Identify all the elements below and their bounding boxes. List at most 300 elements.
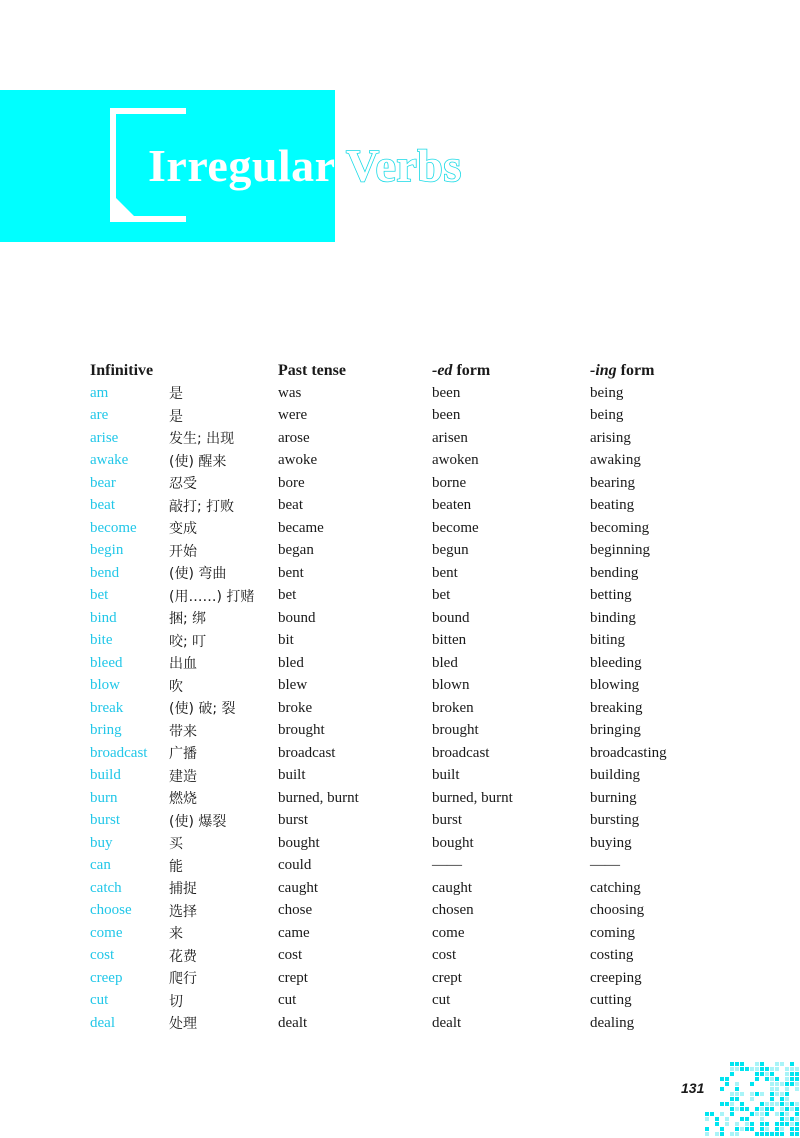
pixel-square bbox=[705, 1117, 709, 1121]
verb-cell: bet bbox=[90, 587, 109, 604]
pixel-square bbox=[740, 1102, 744, 1106]
past-tense-cell: cut bbox=[278, 992, 297, 1009]
pixel-square bbox=[715, 1117, 719, 1121]
page-number: 131 bbox=[681, 1080, 705, 1096]
pixel-square bbox=[735, 1107, 739, 1111]
table-row bbox=[90, 697, 710, 720]
meaning-cell: 发生; 出现 bbox=[169, 431, 235, 448]
meaning-cell: 敲打; 打败 bbox=[169, 498, 235, 515]
meaning-cell: 是 bbox=[169, 408, 183, 425]
pixel-square bbox=[775, 1092, 779, 1096]
pixel-square bbox=[785, 1112, 789, 1116]
pixel-square bbox=[750, 1097, 754, 1101]
ing-form-cell: arising bbox=[590, 429, 631, 446]
pixel-square bbox=[740, 1127, 744, 1131]
meaning-cell: 建造 bbox=[169, 768, 197, 785]
table-row bbox=[90, 427, 710, 450]
ing-form-cell: bleeding bbox=[590, 654, 642, 671]
ed-form-cell: been bbox=[432, 407, 461, 424]
header-ing-form bbox=[590, 360, 710, 382]
meaning-cell: 买 bbox=[169, 836, 183, 853]
pixel-square bbox=[770, 1092, 774, 1096]
table-row bbox=[90, 495, 710, 518]
pixel-square bbox=[775, 1087, 779, 1091]
ing-form-cell: choosing bbox=[590, 902, 645, 919]
past-tense-cell: bent bbox=[278, 564, 304, 581]
table-row bbox=[90, 990, 710, 1013]
pixel-square bbox=[775, 1132, 779, 1136]
pixel-square bbox=[760, 1107, 764, 1111]
pixel-square bbox=[765, 1112, 769, 1116]
pixel-square bbox=[755, 1112, 759, 1116]
verb-cell: deal bbox=[90, 1014, 115, 1031]
pixel-square bbox=[725, 1122, 729, 1126]
pixel-square bbox=[785, 1072, 789, 1076]
title-bracket-notch bbox=[110, 192, 134, 216]
meaning-cell: 燃烧 bbox=[169, 791, 197, 808]
verb-cell: cut bbox=[90, 992, 109, 1009]
verb-cell: burn bbox=[90, 789, 118, 806]
past-tense-cell: became bbox=[278, 519, 324, 536]
past-tense-cell: burned, burnt bbox=[278, 789, 359, 806]
verb-cell: build bbox=[90, 767, 121, 784]
pixel-square bbox=[785, 1087, 789, 1091]
pixel-square bbox=[780, 1117, 784, 1121]
pixel-square bbox=[730, 1067, 734, 1071]
past-tense-cell: blew bbox=[278, 677, 308, 694]
ing-form-cell: blowing bbox=[590, 677, 640, 694]
pixel-square bbox=[720, 1077, 724, 1081]
pixel-square bbox=[720, 1127, 724, 1131]
pixel-square bbox=[795, 1132, 799, 1136]
verb-cell: bend bbox=[90, 564, 120, 581]
pixel-square bbox=[790, 1107, 794, 1111]
meaning-cell: 捆; 绑 bbox=[169, 611, 207, 628]
pixel-square bbox=[790, 1062, 794, 1066]
verb-cell: creep bbox=[90, 969, 123, 986]
pixel-square bbox=[785, 1107, 789, 1111]
pixel-square bbox=[770, 1107, 774, 1111]
ed-form-cell: borne bbox=[432, 474, 467, 491]
meaning-cell: 变成 bbox=[169, 521, 197, 538]
verb-cell: come bbox=[90, 924, 123, 941]
ing-form-cell: catching bbox=[590, 879, 641, 896]
pixel-square bbox=[775, 1067, 779, 1071]
meaning-cell: 处理 bbox=[169, 1016, 197, 1033]
pixel-square bbox=[795, 1117, 799, 1121]
ing-form-cell: —— bbox=[590, 857, 620, 874]
pixel-square bbox=[770, 1072, 774, 1076]
pixel-square bbox=[775, 1122, 779, 1126]
pixel-square bbox=[760, 1127, 764, 1131]
table-row bbox=[90, 607, 710, 630]
meaning-cell: 是 bbox=[169, 386, 183, 403]
past-tense-cell: awoke bbox=[278, 452, 318, 469]
pixel-square bbox=[780, 1097, 784, 1101]
pixel-square bbox=[795, 1082, 799, 1086]
ing-form-cell: binding bbox=[590, 609, 636, 626]
pixel-square bbox=[750, 1112, 754, 1116]
pixel-square bbox=[770, 1087, 774, 1091]
pixel-square bbox=[765, 1067, 769, 1071]
pixel-square bbox=[750, 1067, 754, 1071]
irregular-verbs-table bbox=[90, 360, 710, 1035]
verb-cell: cost bbox=[90, 947, 115, 964]
pixel-square bbox=[795, 1102, 799, 1106]
pixel-square bbox=[740, 1062, 744, 1066]
ing-form-cell: creeping bbox=[590, 969, 642, 986]
past-tense-cell: cost bbox=[278, 947, 303, 964]
header-ing-prefix: -ing bbox=[590, 362, 617, 379]
pixel-square bbox=[725, 1082, 729, 1086]
past-tense-cell: bet bbox=[278, 587, 297, 604]
pixel-square bbox=[790, 1132, 794, 1136]
pixel-square bbox=[730, 1092, 734, 1096]
pixel-square bbox=[770, 1067, 774, 1071]
meaning-cell: 花费 bbox=[169, 948, 197, 965]
past-tense-cell: bled bbox=[278, 654, 304, 671]
ed-form-cell: cut bbox=[432, 992, 451, 1009]
past-tense-cell: bit bbox=[278, 632, 294, 649]
past-tense-cell: broadcast bbox=[278, 744, 336, 761]
ed-form-cell: beaten bbox=[432, 497, 472, 514]
pixel-square bbox=[785, 1117, 789, 1121]
verb-cell: burst bbox=[90, 812, 120, 829]
pixel-square bbox=[765, 1127, 769, 1131]
meaning-cell: 捕捉 bbox=[169, 881, 197, 898]
pixel-square bbox=[760, 1072, 764, 1076]
pixel-square bbox=[780, 1107, 784, 1111]
ing-form-cell: coming bbox=[590, 924, 635, 941]
table-row bbox=[90, 877, 710, 900]
header-past-tense: Past tense bbox=[278, 362, 346, 379]
pixel-square bbox=[735, 1082, 739, 1086]
ing-form-cell: biting bbox=[590, 632, 626, 649]
pixel-square bbox=[730, 1132, 734, 1136]
ed-form-cell: been bbox=[432, 384, 461, 401]
ed-form-cell: broadcast bbox=[432, 744, 490, 761]
pixel-square bbox=[770, 1132, 774, 1136]
ed-form-cell: built bbox=[432, 767, 460, 784]
pixel-square bbox=[730, 1112, 734, 1116]
verb-cell: am bbox=[90, 384, 109, 401]
table-row bbox=[90, 585, 710, 608]
pixel-square bbox=[795, 1087, 799, 1091]
ing-form-cell: becoming bbox=[590, 519, 650, 536]
pixel-square bbox=[790, 1077, 794, 1081]
pixel-square bbox=[765, 1132, 769, 1136]
table-header-row bbox=[90, 360, 710, 382]
pixel-square bbox=[775, 1127, 779, 1131]
ed-form-cell: come bbox=[432, 924, 465, 941]
table-row bbox=[90, 720, 710, 743]
past-tense-cell: chose bbox=[278, 902, 313, 919]
verb-cell: break bbox=[90, 699, 124, 716]
ing-form-cell: being bbox=[590, 407, 624, 424]
pixel-square bbox=[735, 1092, 739, 1096]
pixel-square bbox=[760, 1122, 764, 1126]
table-row bbox=[90, 922, 710, 945]
past-tense-cell: began bbox=[278, 542, 314, 559]
pixel-square bbox=[745, 1117, 749, 1121]
pixel-square bbox=[735, 1132, 739, 1136]
pixel-square bbox=[705, 1112, 709, 1116]
pixel-square bbox=[780, 1082, 784, 1086]
pixel-square bbox=[775, 1062, 779, 1066]
pixel-square bbox=[705, 1127, 709, 1131]
table-row bbox=[90, 517, 710, 540]
pixel-square bbox=[745, 1067, 749, 1071]
table-row bbox=[90, 945, 710, 968]
ing-form-cell: bringing bbox=[590, 722, 641, 739]
ed-form-cell: —— bbox=[432, 857, 462, 874]
ing-form-cell: bursting bbox=[590, 812, 640, 829]
pixel-square bbox=[755, 1072, 759, 1076]
pixel-square bbox=[705, 1132, 709, 1136]
pixel-square bbox=[755, 1107, 759, 1111]
header-infinitive: Infinitive bbox=[90, 362, 154, 379]
ing-form-cell: cutting bbox=[590, 992, 632, 1009]
pixel-square bbox=[725, 1077, 729, 1081]
pixel-square bbox=[720, 1112, 724, 1116]
table-row bbox=[90, 810, 710, 833]
pixel-square bbox=[735, 1122, 739, 1126]
pixel-square bbox=[795, 1072, 799, 1076]
pixel-square bbox=[715, 1132, 719, 1136]
verb-cell: choose bbox=[90, 902, 132, 919]
ed-form-cell: caught bbox=[432, 879, 472, 896]
verb-cell: arise bbox=[90, 429, 119, 446]
pixel-square bbox=[795, 1112, 799, 1116]
table-row bbox=[90, 967, 710, 990]
verb-cell: begin bbox=[90, 542, 124, 559]
meaning-cell: 忍受 bbox=[169, 476, 197, 493]
pixel-square bbox=[770, 1102, 774, 1106]
pixel-square bbox=[730, 1102, 734, 1106]
pixel-square bbox=[780, 1112, 784, 1116]
ing-form-cell: buying bbox=[590, 834, 632, 851]
pixel-square bbox=[735, 1097, 739, 1101]
pixel-square bbox=[765, 1102, 769, 1106]
ing-form-cell: betting bbox=[590, 587, 632, 604]
table-row bbox=[90, 405, 710, 428]
ed-form-cell: bought bbox=[432, 834, 474, 851]
pixel-square bbox=[730, 1107, 734, 1111]
pixel-square bbox=[735, 1067, 739, 1071]
pixel-square bbox=[795, 1077, 799, 1081]
pixel-square bbox=[770, 1082, 774, 1086]
ing-form-cell: breaking bbox=[590, 699, 643, 716]
pixel-square bbox=[765, 1122, 769, 1126]
pixel-square bbox=[755, 1062, 759, 1066]
past-tense-cell: caught bbox=[278, 879, 318, 896]
ing-form-cell: building bbox=[590, 767, 641, 784]
meaning-cell: 能 bbox=[169, 858, 183, 875]
table-row bbox=[90, 382, 710, 405]
pixel-square bbox=[725, 1117, 729, 1121]
pixel-square bbox=[770, 1077, 774, 1081]
meaning-cell: (使) 醒来 bbox=[169, 453, 227, 470]
ing-form-cell: being bbox=[590, 384, 624, 401]
table-row bbox=[90, 900, 710, 923]
pixel-square bbox=[740, 1092, 744, 1096]
pixel-square bbox=[750, 1127, 754, 1131]
pixel-square bbox=[750, 1122, 754, 1126]
pixel-square bbox=[780, 1102, 784, 1106]
pixel-square bbox=[730, 1062, 734, 1066]
past-tense-cell: crept bbox=[278, 969, 308, 986]
pixel-square bbox=[785, 1122, 789, 1126]
pixel-square bbox=[790, 1122, 794, 1126]
verb-cell: bring bbox=[90, 722, 122, 739]
pixel-square bbox=[775, 1102, 779, 1106]
meaning-cell: (使) 破; 裂 bbox=[169, 701, 236, 718]
table-row bbox=[90, 832, 710, 855]
pixel-square bbox=[710, 1112, 714, 1116]
pixel-square bbox=[795, 1107, 799, 1111]
ed-form-cell: dealt bbox=[432, 1014, 462, 1031]
header-ed-suffix: form bbox=[452, 362, 491, 379]
pixel-corner-decoration bbox=[705, 1062, 800, 1138]
pixel-square bbox=[790, 1117, 794, 1121]
past-tense-cell: brought bbox=[278, 722, 325, 739]
table-row bbox=[90, 765, 710, 788]
meaning-cell: (使) 弯曲 bbox=[169, 566, 227, 583]
ed-form-cell: blown bbox=[432, 677, 470, 694]
past-tense-cell: bound bbox=[278, 609, 316, 626]
table-row bbox=[90, 787, 710, 810]
ed-form-cell: burst bbox=[432, 812, 462, 829]
pixel-square bbox=[760, 1112, 764, 1116]
pixel-square bbox=[775, 1112, 779, 1116]
ed-form-cell: bent bbox=[432, 564, 458, 581]
header-ed-form bbox=[432, 360, 590, 382]
pixel-square bbox=[790, 1127, 794, 1131]
verb-cell: buy bbox=[90, 834, 113, 851]
ed-form-cell: bled bbox=[432, 654, 458, 671]
table-row bbox=[90, 562, 710, 585]
pixel-square bbox=[785, 1092, 789, 1096]
meaning-cell: (用……) 打赌 bbox=[169, 588, 255, 605]
pixel-square bbox=[765, 1077, 769, 1081]
pixel-square bbox=[760, 1067, 764, 1071]
ed-form-cell: begun bbox=[432, 542, 469, 559]
ed-form-cell: brought bbox=[432, 722, 479, 739]
verb-cell: beat bbox=[90, 497, 115, 514]
pixel-square bbox=[760, 1062, 764, 1066]
meaning-cell: (使) 爆裂 bbox=[169, 813, 227, 830]
ing-form-cell: awaking bbox=[590, 452, 641, 469]
meaning-cell: 切 bbox=[169, 993, 183, 1010]
verb-cell: blow bbox=[90, 677, 120, 694]
pixel-square bbox=[775, 1077, 779, 1081]
past-tense-cell: arose bbox=[278, 429, 310, 446]
ing-form-cell: burning bbox=[590, 789, 637, 806]
past-tense-cell: beat bbox=[278, 497, 303, 514]
title-word-verbs: Verbs bbox=[345, 140, 462, 191]
meaning-cell: 选择 bbox=[169, 903, 197, 920]
pixel-square bbox=[795, 1067, 799, 1071]
table-row bbox=[90, 742, 710, 765]
pixel-square bbox=[795, 1127, 799, 1131]
verb-cell: bleed bbox=[90, 654, 123, 671]
pixel-square bbox=[735, 1087, 739, 1091]
ed-form-cell: bet bbox=[432, 587, 451, 604]
past-tense-cell: was bbox=[278, 384, 302, 401]
ed-form-cell: cost bbox=[432, 947, 457, 964]
verb-cell: catch bbox=[90, 879, 122, 896]
pixel-square bbox=[780, 1062, 784, 1066]
verb-cell: become bbox=[90, 519, 137, 536]
pixel-square bbox=[785, 1082, 789, 1086]
pixel-square bbox=[795, 1122, 799, 1126]
ed-form-cell: crept bbox=[432, 969, 462, 986]
table-row bbox=[90, 450, 710, 473]
ing-form-cell: beginning bbox=[590, 542, 650, 559]
table-row bbox=[90, 630, 710, 653]
verb-cell: bind bbox=[90, 609, 117, 626]
pixel-square bbox=[735, 1127, 739, 1131]
page-title bbox=[148, 140, 462, 192]
past-tense-cell: came bbox=[278, 924, 310, 941]
table-row bbox=[90, 472, 710, 495]
ed-form-cell: broken bbox=[432, 699, 474, 716]
pixel-square bbox=[715, 1122, 719, 1126]
pixel-square bbox=[790, 1102, 794, 1106]
table-row bbox=[90, 540, 710, 563]
verb-cell: bite bbox=[90, 632, 113, 649]
ing-form-cell: bearing bbox=[590, 474, 635, 491]
pixel-square bbox=[765, 1072, 769, 1076]
table-row bbox=[90, 1012, 710, 1035]
past-tense-cell: bought bbox=[278, 834, 320, 851]
pixel-square bbox=[780, 1122, 784, 1126]
pixel-square bbox=[775, 1082, 779, 1086]
pixel-square bbox=[720, 1087, 724, 1091]
ed-form-cell: arisen bbox=[432, 429, 468, 446]
ed-form-cell: bitten bbox=[432, 632, 467, 649]
pixel-square bbox=[750, 1092, 754, 1096]
verb-cell: are bbox=[90, 407, 109, 424]
pixel-square bbox=[790, 1072, 794, 1076]
pixel-square bbox=[740, 1117, 744, 1121]
past-tense-cell: bore bbox=[278, 474, 305, 491]
pixel-square bbox=[720, 1132, 724, 1136]
meaning-cell: 带来 bbox=[169, 723, 197, 740]
past-tense-cell: could bbox=[278, 857, 312, 874]
ed-form-cell: bound bbox=[432, 609, 470, 626]
meaning-cell: 开始 bbox=[169, 543, 197, 560]
pixel-square bbox=[745, 1107, 749, 1111]
meaning-cell: 广播 bbox=[169, 746, 197, 763]
ing-form-cell: broadcasting bbox=[590, 744, 667, 761]
pixel-square bbox=[785, 1067, 789, 1071]
pixel-square bbox=[780, 1127, 784, 1131]
pixel-square bbox=[755, 1077, 759, 1081]
pixel-square bbox=[755, 1092, 759, 1096]
pixel-square bbox=[725, 1102, 729, 1106]
pixel-square bbox=[760, 1102, 764, 1106]
ing-form-cell: costing bbox=[590, 947, 634, 964]
verb-cell: can bbox=[90, 857, 111, 874]
ing-form-cell: beating bbox=[590, 497, 635, 514]
verb-cell: broadcast bbox=[90, 744, 148, 761]
pixel-square bbox=[745, 1127, 749, 1131]
pixel-square bbox=[780, 1092, 784, 1096]
table-body bbox=[90, 382, 710, 1035]
pixel-square bbox=[740, 1107, 744, 1111]
pixel-square bbox=[760, 1132, 764, 1136]
